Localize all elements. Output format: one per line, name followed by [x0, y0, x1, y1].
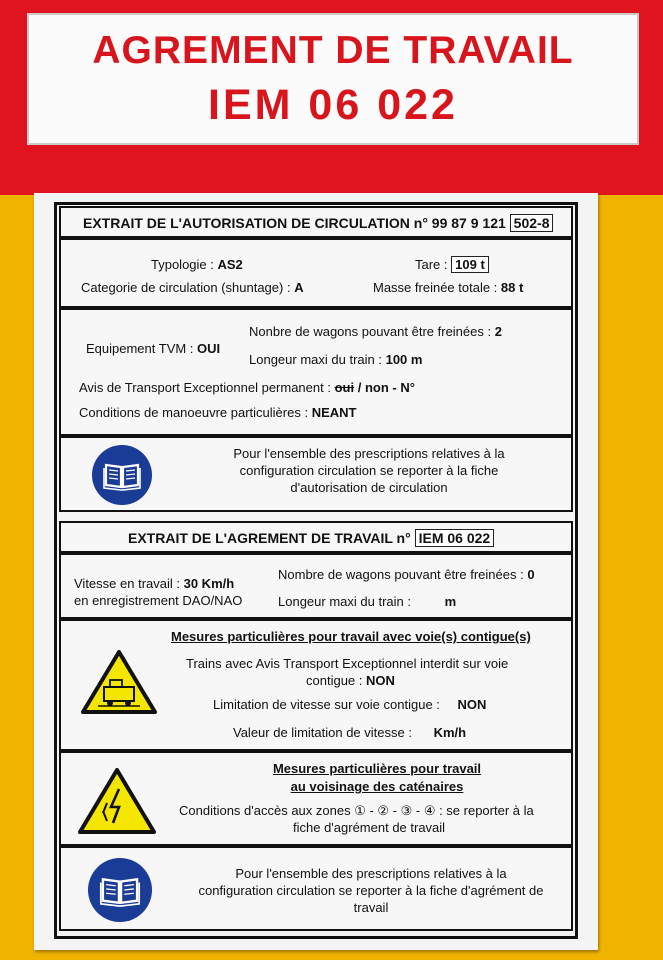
top-sign [27, 13, 639, 145]
vitesse-label: Vitesse en travail : [74, 576, 180, 591]
typologie-value: AS2 [217, 257, 243, 272]
section1-info [59, 238, 573, 308]
categorie-label: Categorie de circulation (shuntage) : [81, 280, 291, 295]
section1-header [59, 206, 573, 238]
sign-code: IEM 06 022 [208, 81, 458, 129]
avis-label: Avis de Transport Exceptionnel permanent : [79, 380, 331, 395]
conditions-label: Conditions de manoeuvre particulières : [79, 405, 309, 420]
categorie-value: A [294, 280, 304, 295]
longeur-value: 100 m [385, 352, 423, 367]
longeur2-value: m [444, 594, 457, 609]
valeur-value: Km/h [433, 725, 467, 740]
vitesse-value: 30 Km/h [183, 576, 235, 591]
tare-value: 109 t [451, 256, 489, 273]
valeur-label: Valeur de limitation de vitesse : [233, 725, 412, 740]
section2-catenaires [59, 751, 573, 846]
sign-title: AGREMENT DE TRAVAIL [92, 29, 574, 72]
section2-contigue [59, 619, 573, 751]
trains-line1: Trains avec Avis Transport Exceptionnel interdit sur voie [186, 656, 509, 671]
section2-note-line1: Pour l'ensemble des prescriptions relatives à la [235, 866, 507, 881]
wagons-label: Nonbre de wagons pouvant être freinées : [249, 324, 492, 339]
section2-header [59, 521, 573, 553]
section1-note-line3: d'autorisation de circulation [290, 480, 448, 495]
section1-header-number: 502-8 [510, 214, 554, 232]
trains-line2-label: contigue : [306, 673, 363, 688]
trains-line2-value: NON [366, 673, 395, 688]
catenaires-title-line1: Mesures particulières pour travail [272, 761, 482, 776]
catenaires-title-line2: au voisinage des caténaires [290, 779, 464, 794]
avis-rest: / non - N° [357, 380, 415, 395]
enregistrement-text: en enregistrement DAO/NAO [74, 593, 243, 608]
section2-note-line3: travail [353, 900, 389, 915]
wagons2-value: 0 [527, 567, 535, 582]
limitation-value: NON [457, 697, 487, 712]
section2-note [59, 846, 573, 931]
typologie-label: Typologie : [151, 257, 214, 272]
manual-book-icon-2 [88, 858, 152, 922]
section1-note-line2: configuration circulation se reporter à la fiche [239, 463, 499, 478]
section2-note-line2: configuration circulation se reporter à la fiche d'agrément de [198, 883, 544, 898]
section1-header-text: EXTRAIT DE L'AUTORISATION DE CIRCULATION n° 99 87 9 121 [83, 215, 506, 231]
train-warning-icon [80, 649, 158, 720]
tvm-label: Equipement TVM : [86, 341, 194, 356]
manual-book-icon [92, 445, 152, 505]
longeur2-label: Longeur maxi du train : [278, 594, 411, 609]
acces-line1: Conditions d'accès aux zones ① - ② - ③ - ④ : se reporter à la [179, 803, 534, 818]
section2-info [59, 553, 573, 619]
section2-header-number: IEM 06 022 [415, 529, 495, 547]
masse-label: Masse freinée totale : [373, 280, 498, 295]
wagons-value: 2 [494, 324, 502, 339]
tvm-value: OUI [197, 341, 221, 356]
avis-struck-value: oui [334, 380, 355, 395]
info-plate [34, 193, 598, 950]
conditions-value: NEANT [311, 405, 357, 420]
contigue-title: Mesures particulières pour travail avec voie(s) contigue(s) [171, 629, 531, 644]
limitation-label: Limitation de vitesse sur voie contigue : [213, 697, 440, 712]
masse-value: 88 t [500, 280, 524, 295]
section1-note-line1: Pour l'ensemble des prescriptions relatives à la [233, 446, 505, 461]
acces-line2: fiche d'agrément de travail [293, 820, 446, 835]
tare-label: Tare : [415, 257, 448, 272]
electric-shock-warning-icon [77, 767, 157, 840]
section1-note [59, 436, 573, 512]
section1-equipment [59, 308, 573, 436]
wagons2-label: Nombre de wagons pouvant être freinées : [278, 567, 524, 582]
longeur-label: Longeur maxi du train : [249, 352, 382, 367]
section2-header-text: EXTRAIT DE L'AGREMENT DE TRAVAIL n° [128, 530, 411, 546]
